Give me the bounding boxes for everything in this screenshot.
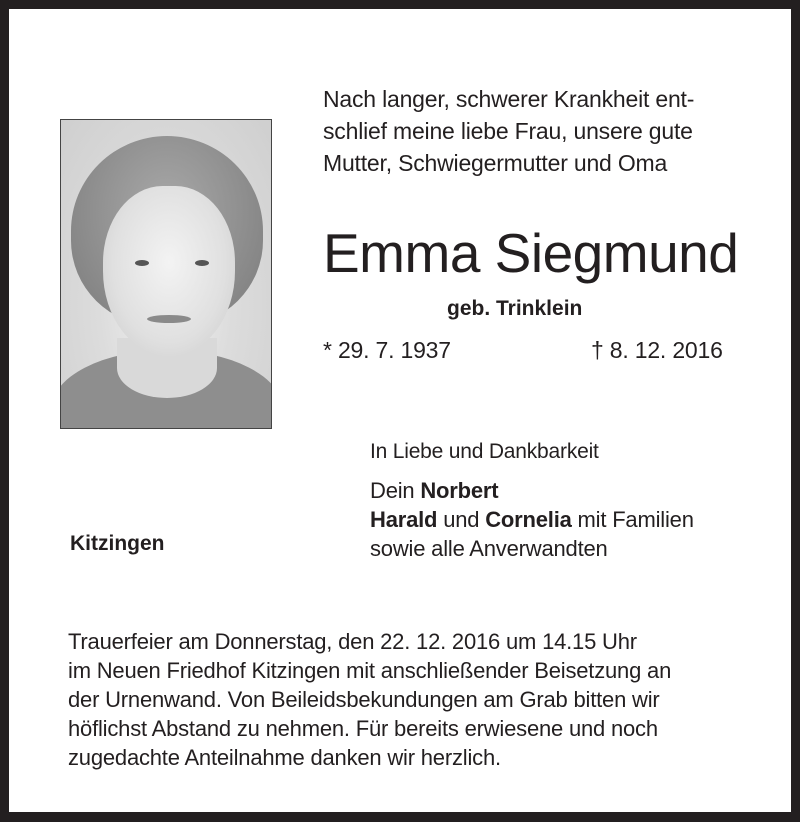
location: Kitzingen [70, 532, 165, 555]
mourners-intro: In Liebe und Dankbarkeit [370, 440, 599, 463]
notice-line: zugedachte Anteilnahme danken wir herzlich. [68, 745, 501, 770]
obituary-notice [9, 9, 791, 812]
mourner-line: Dein Norbert [370, 478, 499, 503]
funeral-notice [68, 627, 671, 772]
deceased-name: Emma Siegmund [323, 222, 739, 284]
photo-eye [135, 260, 149, 266]
notice-line: im Neuen Friedhof Kitzingen mit anschließender Beisetzung an [68, 658, 672, 683]
photo-face [103, 186, 235, 356]
photo-mouth [147, 315, 191, 323]
photo-eye [195, 260, 209, 266]
notice-line: der Urnenwand. Von Beileidsbekundungen am Grab bitten wir [68, 687, 660, 712]
intro-text [323, 83, 694, 179]
mourner-name: Cornelia [485, 507, 572, 532]
mourner-name: Norbert [420, 478, 499, 503]
portrait-photo [60, 119, 272, 429]
intro-line: Nach langer, schwerer Krankheit ent- [323, 86, 695, 112]
maiden-name: geb. Trinklein [447, 297, 583, 320]
intro-line: Mutter, Schwiegermutter und Oma [323, 150, 668, 176]
mourner-line: sowie alle Anverwandten [370, 536, 608, 561]
birth-date: * 29. 7. 1937 [323, 337, 451, 363]
mourner-name: Harald [370, 507, 438, 532]
notice-line: Trauerfeier am Donnerstag, den 22. 12. 2016 um 14.15 Uhr [68, 629, 637, 654]
mourner-line: Harald und Cornelia mit Familien [370, 507, 694, 532]
mourners-list [370, 476, 694, 563]
death-date: † 8. 12. 2016 [591, 337, 723, 363]
intro-line: schlief meine liebe Frau, unsere gute [323, 118, 693, 144]
notice-line: höflichst Abstand zu nehmen. Für bereits erwiesene und noch [68, 716, 658, 741]
